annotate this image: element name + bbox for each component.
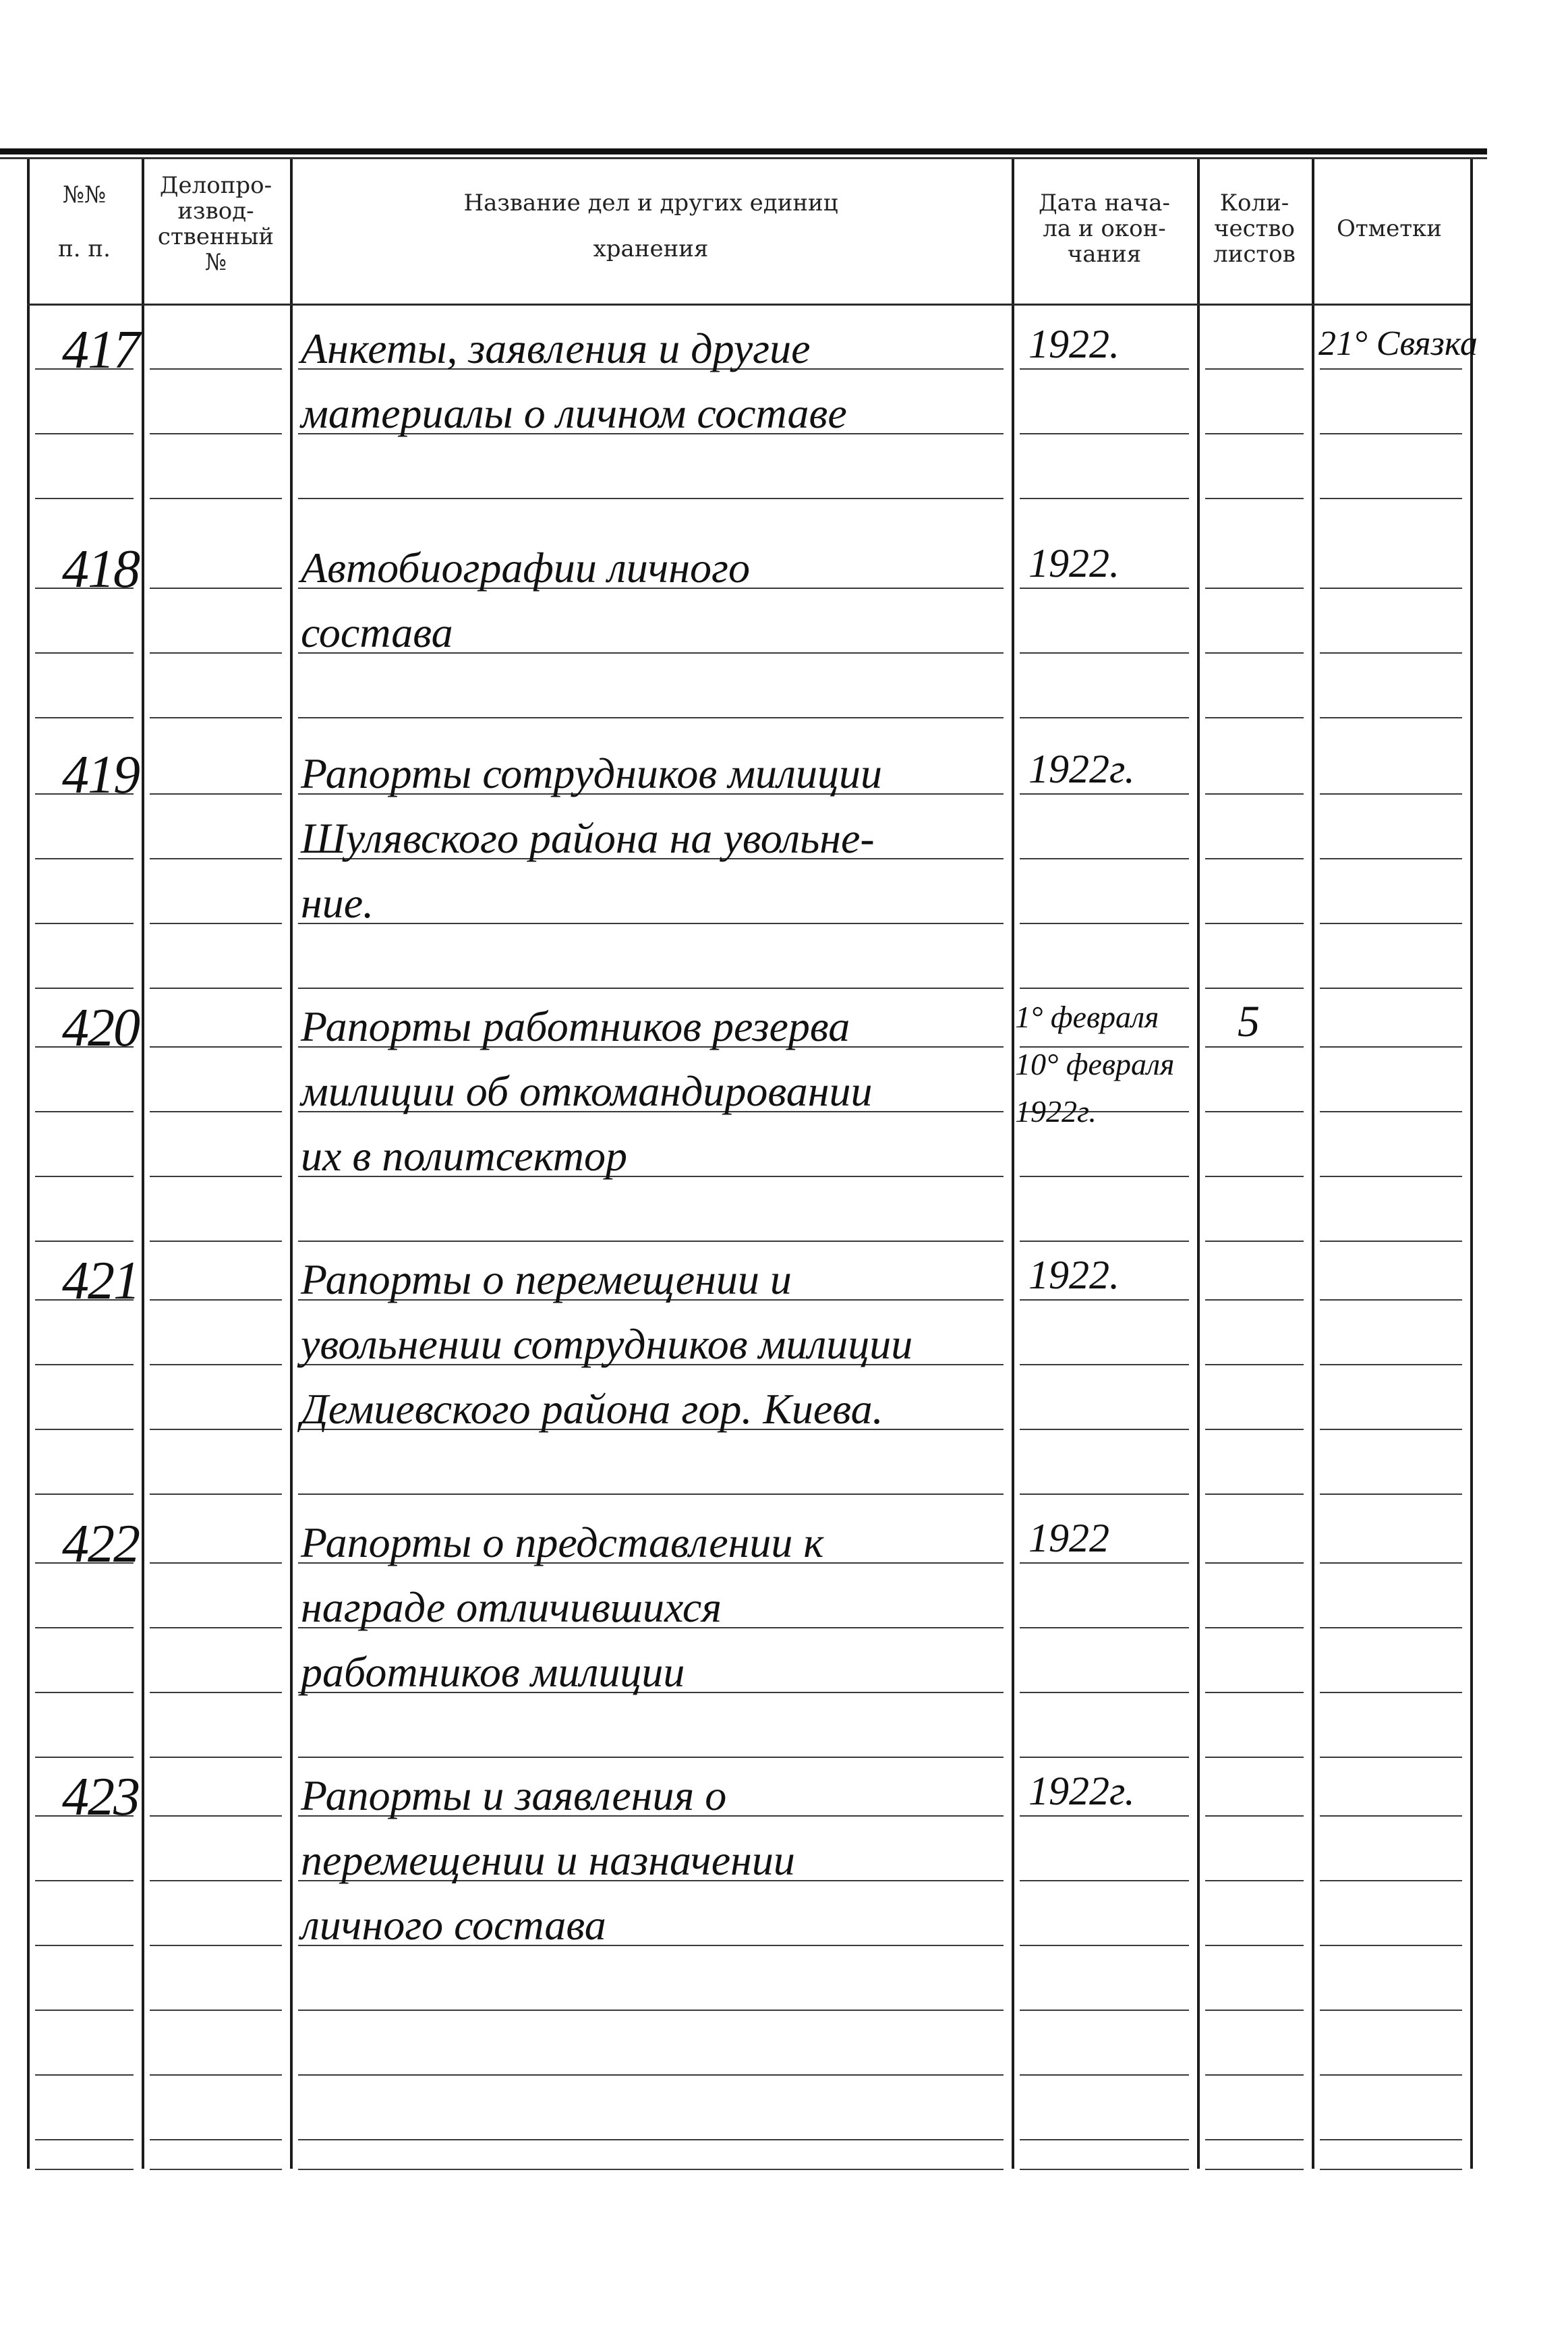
ruled-line <box>1205 1493 1304 1495</box>
ruled-line <box>35 652 134 654</box>
ruled-line <box>150 1429 282 1430</box>
entry-title-line: увольнении сотрудников милиции <box>301 1320 913 1368</box>
entry-number: 423 <box>62 1767 139 1827</box>
ruled-line <box>150 1111 282 1112</box>
header-num-line: п. п. <box>58 235 111 262</box>
ruled-line <box>35 923 134 924</box>
column-divider <box>1012 159 1014 2169</box>
ruled-line <box>1205 923 1304 924</box>
ruled-line <box>35 2010 134 2011</box>
entry-title-line: работников милиции <box>301 1648 685 1696</box>
entry-date: 1922. <box>1028 322 1120 366</box>
ruled-line <box>1320 1364 1462 1365</box>
header-date-line: Дата нача- <box>1039 190 1170 217</box>
column-divider <box>142 159 144 2169</box>
header-count-line: Коли- <box>1219 190 1289 217</box>
ruled-line <box>1205 433 1304 434</box>
ruled-line <box>298 988 1004 989</box>
ruled-line <box>298 498 1004 499</box>
entry-date: 1922г. <box>1028 1769 1135 1813</box>
ruled-line <box>1205 1880 1304 1881</box>
ruled-line <box>35 1176 134 1177</box>
ruled-line <box>1020 1945 1189 1946</box>
header-date-line: ла и окон- <box>1043 215 1166 242</box>
ruled-line <box>1205 1945 1304 1946</box>
ruled-line <box>150 988 282 989</box>
ruled-line <box>1205 498 1304 499</box>
ruled-line <box>298 717 1004 718</box>
ruled-line <box>1020 498 1189 499</box>
entry-date: 1922г. <box>1015 1094 1097 1129</box>
ruled-line <box>150 2169 282 2170</box>
column-divider <box>1197 159 1200 2169</box>
ruled-line <box>150 2139 282 2140</box>
ruled-line <box>1320 1493 1462 1495</box>
ruled-line <box>1205 717 1304 718</box>
ruled-line <box>35 1429 134 1430</box>
ruled-line <box>1020 1692 1189 1693</box>
entry-date: 1922. <box>1028 541 1120 586</box>
ruled-line <box>1205 1627 1304 1628</box>
ruled-line <box>1020 1429 1189 1430</box>
header-num-line: №№ <box>62 181 107 208</box>
ruled-line <box>1020 1176 1189 1177</box>
entry-title-line: Рапорты о представлении к <box>301 1518 824 1566</box>
entry-title-line: Демиевского района гор. Киева. <box>301 1385 883 1433</box>
ruled-line <box>1320 2169 1462 2170</box>
header-office-line: ственный <box>157 223 274 250</box>
ruled-line <box>1020 2169 1189 2170</box>
ruled-line <box>1320 923 1462 924</box>
entry-sheet-count: 5 <box>1238 997 1260 1046</box>
ruled-line <box>1320 1299 1462 1301</box>
ruled-line <box>1320 2010 1462 2011</box>
ruled-line <box>35 2074 134 2076</box>
header-date <box>1012 190 1197 267</box>
ruled-line <box>150 1815 282 1817</box>
entry-date: 1922 <box>1028 1516 1109 1560</box>
entry-date: 1° февраля <box>1015 1000 1159 1034</box>
ruled-line <box>1320 2139 1462 2140</box>
ruled-line <box>1020 1627 1189 1628</box>
ruled-line <box>1020 1493 1189 1495</box>
ruled-line <box>1320 1627 1462 1628</box>
entry-date: 1922. <box>1028 1253 1120 1297</box>
ruled-line <box>1205 1364 1304 1365</box>
ruled-line <box>1205 652 1304 654</box>
ruled-line <box>1020 1880 1189 1881</box>
ruled-line <box>1205 1299 1304 1301</box>
entry-number: 419 <box>62 745 139 805</box>
ruled-line <box>35 858 134 859</box>
ruled-line <box>1320 793 1462 795</box>
entry-title-line: Шулявского района на увольне- <box>301 814 875 862</box>
ruled-line <box>1205 1815 1304 1817</box>
ruled-line <box>35 1241 134 1242</box>
ruled-line <box>298 1757 1004 1758</box>
ruled-line <box>150 1241 282 1242</box>
column-divider <box>1312 159 1314 2169</box>
ruled-line <box>1320 1241 1462 1242</box>
ruled-line <box>150 2074 282 2076</box>
ruled-line <box>1020 2139 1189 2140</box>
ruled-line <box>150 1757 282 1758</box>
header-count <box>1197 190 1312 267</box>
header-count-line: чество <box>1213 215 1296 242</box>
ruled-line <box>1205 1241 1304 1242</box>
ruled-line <box>1320 1815 1462 1817</box>
ruled-line <box>1020 652 1189 654</box>
ruled-line <box>35 1364 134 1365</box>
ruled-line <box>150 1945 282 1946</box>
ruled-line <box>35 1880 134 1881</box>
ruled-line <box>1205 2169 1304 2170</box>
ruled-line <box>1205 1176 1304 1177</box>
ruled-line <box>1320 1046 1462 1048</box>
header-notes <box>1312 216 1467 241</box>
table-top-rule-inner <box>0 157 1487 159</box>
entry-title-line: ние. <box>301 879 374 927</box>
ruled-line <box>1320 1111 1462 1112</box>
entry-title-line: Рапорты работников резерва <box>301 1002 850 1050</box>
ruled-line <box>1320 498 1462 499</box>
ruled-line <box>150 1880 282 1881</box>
entry-number: 420 <box>62 998 139 1058</box>
ruled-line <box>150 1627 282 1628</box>
ruled-line <box>1205 858 1304 859</box>
ruled-line <box>1020 588 1189 589</box>
ruled-line <box>1020 1299 1189 1301</box>
column-divider <box>27 159 30 2169</box>
ruled-line <box>1205 1429 1304 1430</box>
entry-title-line: их в политсектор <box>301 1132 627 1180</box>
ruled-line <box>35 1111 134 1112</box>
ruled-line <box>35 433 134 434</box>
ruled-line <box>1020 1757 1189 1758</box>
ruled-line <box>35 717 134 718</box>
ruled-line <box>35 988 134 989</box>
ruled-line <box>1320 1880 1462 1881</box>
ruled-line <box>1020 1241 1189 1242</box>
entry-title-line: Автобиографии личного <box>301 544 750 592</box>
entry-date: 1922г. <box>1028 747 1135 791</box>
ruled-line <box>35 1493 134 1495</box>
ruled-line <box>35 498 134 499</box>
entry-number: 418 <box>62 540 139 599</box>
ruled-line <box>1205 1692 1304 1693</box>
ruled-line <box>1320 1429 1462 1430</box>
ruled-line <box>35 2169 134 2170</box>
ruled-line <box>1205 368 1304 370</box>
entry-title-line: Рапорты и заявления о <box>301 1771 727 1819</box>
ruled-line <box>1205 588 1304 589</box>
ruled-line <box>150 793 282 795</box>
ruled-line <box>150 923 282 924</box>
header-office-line: извод- <box>177 198 254 225</box>
header-office-number <box>142 173 290 275</box>
ruled-line <box>1020 1815 1189 1817</box>
header-office-line: № <box>204 249 227 276</box>
table-top-rule <box>0 148 1487 154</box>
ruled-line <box>1205 2010 1304 2011</box>
ruled-line <box>150 433 282 434</box>
ruled-line <box>1020 433 1189 434</box>
ruled-line <box>1205 2139 1304 2140</box>
ruled-line <box>298 2139 1004 2140</box>
ruled-line <box>150 858 282 859</box>
ruled-line <box>298 923 1004 924</box>
ruled-line <box>1320 588 1462 589</box>
header-title <box>290 190 1012 262</box>
header-bottom-rule <box>27 304 1470 306</box>
ruled-line <box>150 1692 282 1693</box>
ruled-line <box>35 1627 134 1628</box>
entry-title-line: Рапорты сотрудников милиции <box>301 749 882 797</box>
ruled-line <box>1020 2010 1189 2011</box>
ruled-line <box>1020 2074 1189 2076</box>
ruled-line <box>1020 858 1189 859</box>
entry-title-line: награде отличившихся <box>301 1583 722 1631</box>
ruled-line <box>298 2169 1004 2170</box>
entry-title-line: милиции об откомандировании <box>301 1067 873 1115</box>
ruled-line <box>1020 923 1189 924</box>
ruled-line <box>150 588 282 589</box>
ruled-line <box>150 368 282 370</box>
ruled-line <box>1020 1562 1189 1564</box>
ruled-line <box>1320 433 1462 434</box>
entry-date: 10° февраля <box>1015 1047 1175 1081</box>
entry-title-line: личного состава <box>301 1901 606 1949</box>
ruled-line <box>1020 368 1189 370</box>
ruled-line <box>35 1757 134 1758</box>
header-title-line: Название дел и других единиц <box>463 190 838 217</box>
ruled-line <box>1320 1176 1462 1177</box>
ruled-line <box>298 2010 1004 2011</box>
entry-number: 421 <box>62 1251 139 1311</box>
header-date-line: чания <box>1067 241 1142 268</box>
ruled-line <box>35 1945 134 1946</box>
column-divider <box>290 159 293 2169</box>
header-office-line: Делопро- <box>159 172 272 199</box>
ruled-line <box>1320 988 1462 989</box>
ruled-line <box>35 1692 134 1693</box>
ruled-line <box>1205 988 1304 989</box>
ruled-line <box>150 498 282 499</box>
ruled-line <box>1320 1757 1462 1758</box>
entry-title-line: материалы о личном составе <box>301 389 847 437</box>
ruled-line <box>150 1364 282 1365</box>
ruled-line <box>298 1241 1004 1242</box>
ruled-line <box>1320 1562 1462 1564</box>
header-notes-line: Отметки <box>1337 215 1442 242</box>
ruled-line <box>150 1176 282 1177</box>
ruled-line <box>298 2074 1004 2076</box>
ruled-line <box>1020 1364 1189 1365</box>
ruled-line <box>1020 793 1189 795</box>
ruled-line <box>150 1493 282 1495</box>
ruled-line <box>150 1046 282 1048</box>
ruled-line <box>150 652 282 654</box>
ruled-line <box>1020 988 1189 989</box>
column-divider <box>1470 159 1473 2169</box>
entry-number: 417 <box>62 320 139 380</box>
entry-title-line: перемещении и назначении <box>301 1836 795 1884</box>
ruled-line <box>150 2010 282 2011</box>
ruled-line <box>150 1299 282 1301</box>
header-count-line: листов <box>1213 241 1296 268</box>
ruled-line <box>1320 368 1462 370</box>
ruled-line <box>1320 1945 1462 1946</box>
ruled-line <box>1205 2074 1304 2076</box>
ruled-line <box>35 2139 134 2140</box>
ruled-line <box>1205 1562 1304 1564</box>
ruled-line <box>298 1493 1004 1495</box>
ruled-line <box>1205 1111 1304 1112</box>
entry-title-line: Анкеты, заявления и другие <box>301 324 811 372</box>
ruled-line <box>1320 1692 1462 1693</box>
ruled-line <box>150 1562 282 1564</box>
ruled-line <box>1020 717 1189 718</box>
entry-number: 422 <box>62 1514 139 1574</box>
ruled-line <box>1320 652 1462 654</box>
entry-title-line: Рапорты о перемещении и <box>301 1255 792 1303</box>
ruled-line <box>1205 1757 1304 1758</box>
ruled-line <box>1205 793 1304 795</box>
ruled-line <box>1320 717 1462 718</box>
entry-notes: 21° Связка <box>1318 324 1478 363</box>
ruled-line <box>1320 2074 1462 2076</box>
entry-title-line: состава <box>301 608 453 656</box>
ruled-line <box>150 717 282 718</box>
header-title-line: хранения <box>593 235 709 262</box>
ruled-line <box>1320 858 1462 859</box>
header-num <box>27 182 142 262</box>
